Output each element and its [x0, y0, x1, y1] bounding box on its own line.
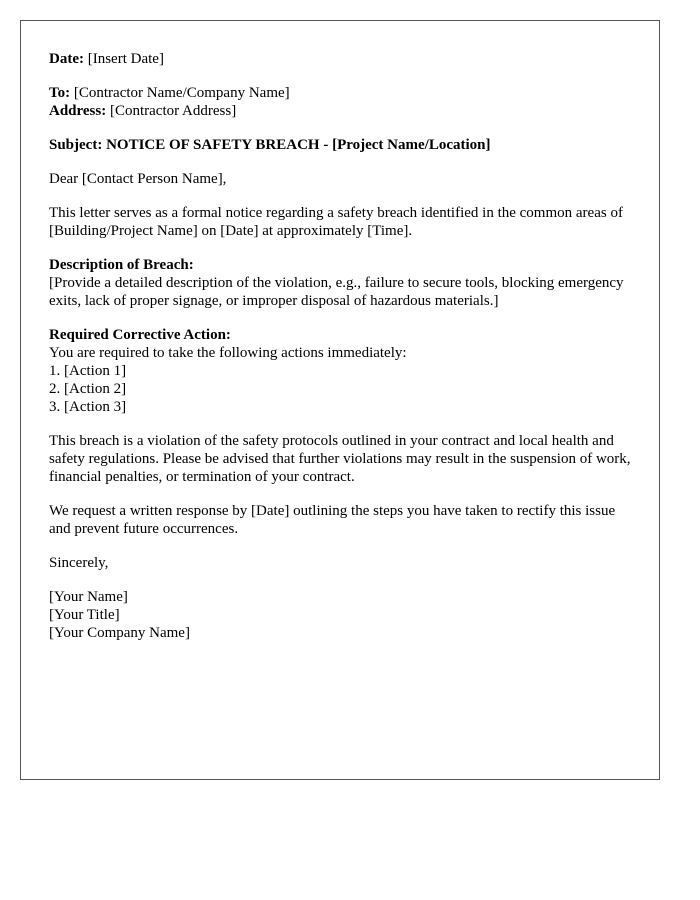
signature-company: [Your Company Name] — [49, 625, 190, 641]
intro-paragraph: This letter serves as a formal notice regarding a safety breach identified in the common areas of [Building/Project Name] on [Date] at approximately [Time]. — [49, 205, 623, 239]
to-line — [49, 84, 631, 102]
letter-page — [20, 20, 660, 780]
request-paragraph: We request a written response by [Date] outlining the steps you have taken to rectify this issue and prevent future occurrences. — [49, 503, 616, 537]
date-line — [49, 50, 631, 68]
address-line — [49, 102, 631, 120]
signature-title: [Your Title] — [49, 607, 120, 623]
description-section — [49, 256, 631, 310]
corrective-heading: Required Corrective Action: — [49, 327, 231, 343]
address-value: [Contractor Address] — [109, 103, 237, 119]
to-label: To: — [49, 85, 71, 101]
action-list — [49, 362, 631, 416]
closing: Sincerely, — [49, 555, 109, 571]
action-item: 1. [Action 1] — [49, 363, 127, 379]
date-value: [Insert Date] — [87, 51, 164, 67]
subject-line — [49, 136, 631, 154]
description-heading: Description of Breach: — [49, 257, 194, 273]
violation-paragraph: This breach is a violation of the safety protocols outlined in your contract and local health and safety regulations. Please be advised that further violations may result in the suspension of work, financial penalties, or termination of your contract. — [49, 433, 631, 485]
action-item: 3. [Action 3] — [49, 399, 127, 415]
recipient-block — [49, 84, 631, 120]
action-item: 2. [Action 2] — [49, 381, 127, 397]
corrective-intro: You are required to take the following actions immediately: — [49, 345, 407, 361]
subject-label: Subject: — [49, 137, 103, 153]
corrective-section — [49, 326, 631, 416]
subject-value: NOTICE OF SAFETY BREACH - [Project Name/Location] — [106, 137, 491, 153]
address-label: Address: — [49, 103, 107, 119]
signature-block — [49, 588, 631, 642]
date-label: Date: — [49, 51, 84, 67]
description-text: [Provide a detailed description of the violation, e.g., failure to secure tools, blocking emergency exits, lack of proper signage, or improper disposal of hazardous materials.] — [49, 275, 624, 309]
greeting: Dear [Contact Person Name], — [49, 171, 227, 187]
signature-name: [Your Name] — [49, 589, 128, 605]
to-value: [Contractor Name/Company Name] — [73, 85, 290, 101]
